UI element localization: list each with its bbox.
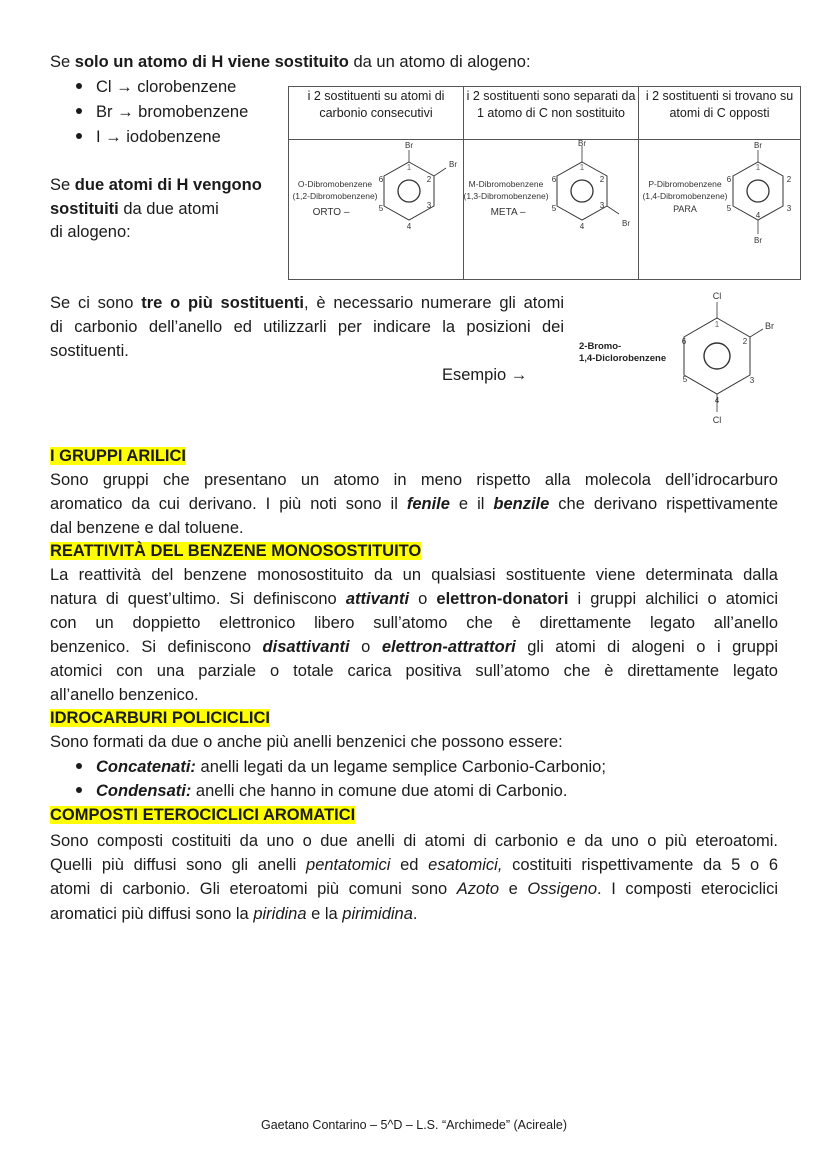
meta-name: M-Dibromobenzene <box>468 179 544 189</box>
reattivita-line-4: benzenico. Si definiscono disattivanti o elettron-attrattori gli atomi di alogeni o i gruppi <box>50 638 778 656</box>
orto-name-iupac: (1,2-Dibromobenzene) <box>292 191 378 201</box>
header-orto: i 2 sostituenti su atomi di carbonio consecutivi <box>289 87 464 140</box>
three-line-2: di carbonio dell’anello ed utilizzarli per indicare la posizioni dei <box>50 318 564 336</box>
svg-text:4: 4 <box>714 396 720 405</box>
list-item-condensati: Condensati: anelli che hanno in comune due atomi di Carbonio. <box>76 780 567 804</box>
svg-text:4: 4 <box>406 222 412 231</box>
svg-text:4: 4 <box>579 222 585 231</box>
bullet-icon <box>76 133 82 139</box>
reattivita-line-5: atomici con una parziale o totale carica positiva sull’atomo che è direttamente legato <box>50 662 778 680</box>
substituent-label: Br <box>754 141 762 150</box>
section-title-eterociclici: COMPOSTI ETEROCICLICI AROMATICI <box>50 806 356 824</box>
svg-text:2: 2 <box>786 175 792 184</box>
list-item-br: Br → bromobenzene <box>76 101 248 125</box>
list-item-concatenati: Concatenati: anelli legati da un legame semplice Carbonio-Carbonio; <box>76 756 606 780</box>
intro-line: Se solo un atomo di H viene sostituito da un atomo di alogeno: <box>50 53 531 71</box>
para-cell <box>639 140 801 280</box>
section-title-arilici: I GRUPPI ARILICI <box>50 447 186 465</box>
substituent-label: Cl <box>712 291 722 301</box>
para-label: PARA <box>673 204 697 214</box>
substituent-label: Br <box>754 236 762 245</box>
svg-text:2: 2 <box>742 337 748 346</box>
two-atoms-text: Se due atomi di H vengono sostituiti da due atomi di alogeno: <box>50 176 262 241</box>
svg-text:5: 5 <box>551 204 557 213</box>
bullet-icon <box>76 787 82 793</box>
svg-text:3: 3 <box>749 376 755 385</box>
section-title-policiclici: IDROCARBURI POLICICLICI <box>50 709 270 727</box>
svg-text:3: 3 <box>786 204 792 213</box>
arilici-line-1: Sono gruppi che presentano un atomo in meno rispetto alla molecola dell’idrocarburo <box>50 471 778 489</box>
svg-text:1: 1 <box>755 163 761 172</box>
svg-text:5: 5 <box>378 204 384 213</box>
eterociclici-line-4: aromatici più diffusi sono la piridina e la pirimidina. <box>50 905 418 923</box>
aromatic-circle <box>704 343 730 369</box>
meta-name-iupac: (1,3-Dibromobenzene) <box>464 191 549 201</box>
header-meta: i 2 sostituenti sono separati da 1 atomo di C non sostituito <box>464 87 639 140</box>
arilici-line-2: aromatico da cui derivano. I più noti sono il fenile e il benzile che derivano rispettivamente <box>50 495 779 513</box>
eterociclici-line-1: Sono composti costituiti da uno o due anelli di atomi di carbonio e da uno o più eteroatomi. <box>50 832 778 850</box>
reattivita-line-3: con un doppietto elettronico libero sull’atomo che è direttamente legato all’anello <box>50 614 778 632</box>
substituent-label: Br <box>449 160 457 169</box>
svg-text:1: 1 <box>714 320 720 329</box>
svg-text:1: 1 <box>579 163 585 172</box>
example-name: 2-Bromo- <box>579 341 622 352</box>
eterociclici-line-3: atomi di carbonio. Gli eteroatomi più comuni sono Azoto e Ossigeno. I composti eterociclici <box>50 880 778 898</box>
aromatic-circle <box>747 180 769 202</box>
meta-label: META – <box>490 207 526 218</box>
svg-text:6: 6 <box>378 175 384 184</box>
orto-name: O-Dibromobenzene <box>297 179 373 189</box>
three-line-3: sostituenti. <box>50 342 129 360</box>
aromatic-circle <box>398 180 420 202</box>
svg-text:3: 3 <box>599 201 605 210</box>
example-molecule <box>576 286 786 430</box>
para-molecule <box>639 140 800 274</box>
svg-text:3: 3 <box>426 201 432 210</box>
orto-molecule <box>289 140 463 274</box>
eterociclici-line-2: Quelli più diffusi sono gli anelli pentatomici ed esatomici, costituiti rispettivamente da 5 o 6 <box>50 856 778 874</box>
list-item-cl: Cl → clorobenzene <box>76 76 236 100</box>
para-name-iupac: (1,4-Dibromobenzene) <box>642 191 728 201</box>
list-item-i: I → iodobenzene <box>76 126 221 150</box>
three-line-1: Se ci sono tre o più sostituenti, è necessario numerare gli atomi <box>50 294 564 312</box>
example-label: Esempio → <box>442 366 528 384</box>
meta-cell <box>464 140 639 280</box>
bullet-icon <box>76 108 82 114</box>
orto-cell <box>289 140 464 280</box>
svg-text:5: 5 <box>726 204 732 213</box>
header-para: i 2 sostituenti si trovano su atomi di C opposti <box>639 87 801 140</box>
arilici-line-3: dal benzene e dal toluene. <box>50 519 244 537</box>
bullet-icon <box>76 763 82 769</box>
substituent-label: Br <box>622 219 630 228</box>
reattivita-line-6: all’anello benzenico. <box>50 686 199 704</box>
svg-text:2: 2 <box>599 175 605 184</box>
example-name: 1,4-Diclorobenzene <box>579 353 667 364</box>
substituent-label: Br <box>765 321 774 331</box>
svg-text:6: 6 <box>726 175 732 184</box>
aromatic-circle <box>571 180 593 202</box>
svg-text:5: 5 <box>682 375 688 384</box>
policiclici-line-1: Sono formati da due o anche più anelli benzenici che possono essere: <box>50 733 563 751</box>
substituent-label: Br <box>578 140 586 148</box>
isomer-table <box>288 86 801 280</box>
reattivita-line-2: natura di quest’ultimo. Si definiscono attivanti o elettron-donatori i gruppi alchilici o atomici <box>50 590 778 608</box>
substituent-label: Br <box>405 141 413 150</box>
substituent-label: Cl <box>712 415 722 425</box>
svg-text:4: 4 <box>755 211 761 220</box>
benzene-ring <box>681 318 750 394</box>
svg-text:1: 1 <box>406 163 412 172</box>
page-footer: Gaetano Contarino – 5^D – L.S. “Archimede” (Acireale) <box>260 1118 567 1132</box>
para-name: P-Dibromobenzene <box>648 179 722 189</box>
meta-molecule <box>464 140 638 274</box>
svg-text:6: 6 <box>681 337 687 346</box>
svg-text:2: 2 <box>426 175 432 184</box>
svg-text:6: 6 <box>551 175 557 184</box>
reattivita-line-1: La reattività del benzene monosostituito da un qualsiasi sostituente viene determinata dalla <box>50 566 778 584</box>
section-title-reattivita: REATTIVITÀ DEL BENZENE MONOSOSTITUITO <box>50 542 422 560</box>
bullet-icon <box>76 83 82 89</box>
orto-label: ORTO – <box>312 207 350 218</box>
